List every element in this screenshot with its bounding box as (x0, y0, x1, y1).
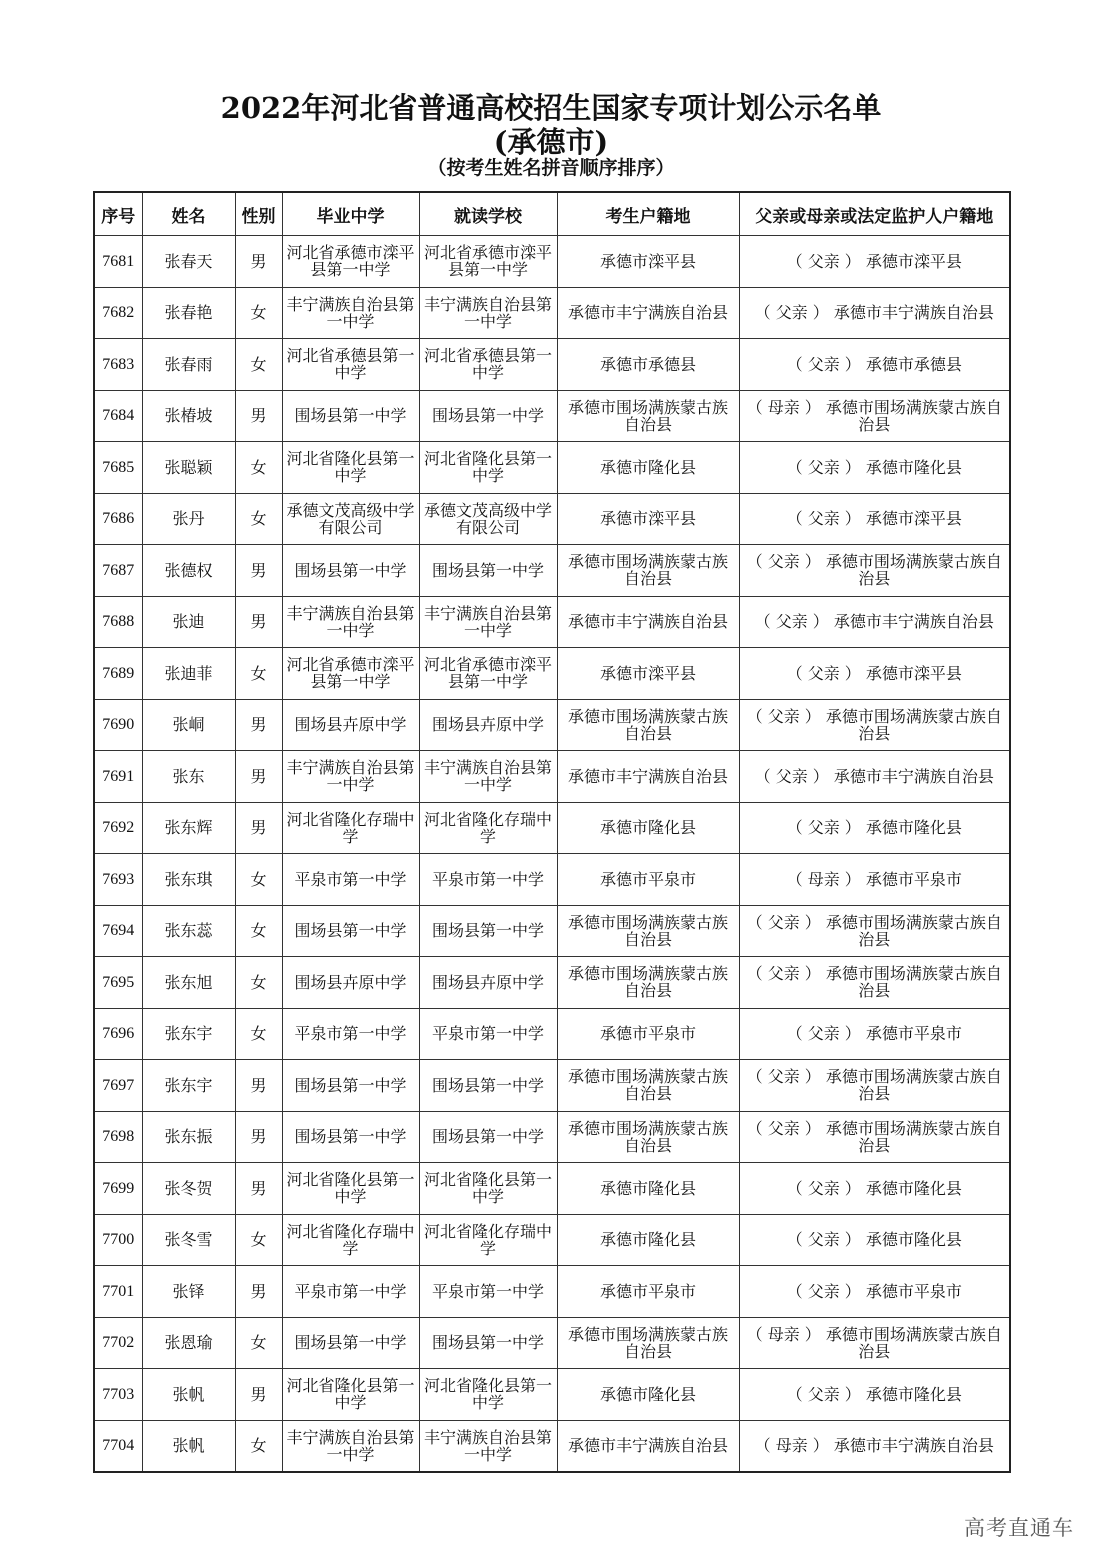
gender-cell: 女 (235, 648, 282, 700)
table-row (94, 699, 1010, 751)
table-row (94, 1163, 1010, 1215)
document-sort-note: （按考生姓名拼音顺序排序） (427, 157, 675, 179)
current-school-cell: 丰宁满族自治县第一中学 (419, 751, 557, 803)
current-school-cell: 围场县第一中学 (419, 1111, 557, 1163)
guardian-registration-cell: （ 父亲 ） 承德市围场满族蒙古族自治县 (739, 545, 1010, 597)
guardian-registration-cell: （ 父亲 ） 承德市滦平县 (739, 493, 1010, 545)
current-school-cell: 河北省承德市滦平县第一中学 (419, 236, 557, 288)
table-row (94, 1317, 1010, 1369)
current-school-cell: 河北省隆化县第一中学 (419, 442, 557, 494)
guardian-registration-cell: （ 父亲 ） 承德市围场满族蒙古族自治县 (739, 699, 1010, 751)
name-cell: 张聪颖 (142, 442, 235, 494)
guardian-registration-cell: （ 父亲 ） 承德市隆化县 (739, 802, 1010, 854)
current-school-cell: 围场县第一中学 (419, 1060, 557, 1112)
graduation-school-cell: 围场县第一中学 (282, 545, 419, 597)
gender-cell: 女 (235, 854, 282, 906)
table-row (94, 493, 1010, 545)
current-school-cell: 承德文茂高级中学有限公司 (419, 493, 557, 545)
gender-cell: 男 (235, 1266, 282, 1318)
table-row (94, 1214, 1010, 1266)
household-registration-cell: 承德市隆化县 (557, 1214, 739, 1266)
serial-cell: 7702 (94, 1317, 142, 1369)
household-registration-cell: 承德市平泉市 (557, 1266, 739, 1318)
gender-cell: 女 (235, 1214, 282, 1266)
household-registration-cell: 承德市围场满族蒙古族自治县 (557, 957, 739, 1009)
serial-cell: 7695 (94, 957, 142, 1009)
header-serial: 序号 (94, 192, 142, 236)
admission-list-table (93, 191, 1011, 1473)
gender-cell: 女 (235, 957, 282, 1009)
current-school-cell: 河北省承德县第一中学 (419, 339, 557, 391)
gender-cell: 男 (235, 1111, 282, 1163)
name-cell: 张东 (142, 751, 235, 803)
header-graduation-school: 毕业中学 (282, 192, 419, 236)
name-cell: 张丹 (142, 493, 235, 545)
graduation-school-cell: 围场县卉原中学 (282, 957, 419, 1009)
gender-cell: 男 (235, 1369, 282, 1421)
household-registration-cell: 承德市丰宁满族自治县 (557, 287, 739, 339)
graduation-school-cell: 河北省承德市滦平县第一中学 (282, 648, 419, 700)
gender-cell: 女 (235, 1008, 282, 1060)
graduation-school-cell: 河北省隆化县第一中学 (282, 1163, 419, 1215)
guardian-registration-cell: （ 父亲 ） 承德市隆化县 (739, 1214, 1010, 1266)
current-school-cell: 围场县第一中学 (419, 545, 557, 597)
guardian-registration-cell: （ 父亲 ） 承德市围场满族蒙古族自治县 (739, 1060, 1010, 1112)
household-registration-cell: 承德市隆化县 (557, 802, 739, 854)
name-cell: 张迪 (142, 596, 235, 648)
current-school-cell: 河北省隆化存瑞中学 (419, 802, 557, 854)
household-registration-cell: 承德市隆化县 (557, 1369, 739, 1421)
guardian-registration-cell: （ 父亲 ） 承德市围场满族蒙古族自治县 (739, 1111, 1010, 1163)
table-header-row (94, 192, 1010, 236)
serial-cell: 7690 (94, 699, 142, 751)
guardian-registration-cell: （ 父亲 ） 承德市围场满族蒙古族自治县 (739, 957, 1010, 1009)
name-cell: 张东琪 (142, 854, 235, 906)
gender-cell: 女 (235, 493, 282, 545)
serial-cell: 7681 (94, 236, 142, 288)
name-cell: 张铎 (142, 1266, 235, 1318)
graduation-school-cell: 河北省隆化存瑞中学 (282, 1214, 419, 1266)
household-registration-cell: 承德市丰宁满族自治县 (557, 596, 739, 648)
guardian-registration-cell: （ 父亲 ） 承德市滦平县 (739, 648, 1010, 700)
household-registration-cell: 承德市滦平县 (557, 493, 739, 545)
gender-cell: 男 (235, 699, 282, 751)
table-row (94, 1008, 1010, 1060)
serial-cell: 7683 (94, 339, 142, 391)
name-cell: 张冬雪 (142, 1214, 235, 1266)
current-school-cell: 河北省承德市滦平县第一中学 (419, 648, 557, 700)
gender-cell: 男 (235, 1060, 282, 1112)
serial-cell: 7696 (94, 1008, 142, 1060)
guardian-registration-cell: （ 父亲 ） 承德市平泉市 (739, 1266, 1010, 1318)
guardian-registration-cell: （ 父亲 ） 承德市丰宁满族自治县 (739, 287, 1010, 339)
household-registration-cell: 承德市围场满族蒙古族自治县 (557, 1317, 739, 1369)
table-row (94, 648, 1010, 700)
name-cell: 张峒 (142, 699, 235, 751)
current-school-cell: 河北省隆化县第一中学 (419, 1369, 557, 1421)
gender-cell: 女 (235, 287, 282, 339)
name-cell: 张春雨 (142, 339, 235, 391)
current-school-cell: 平泉市第一中学 (419, 1266, 557, 1318)
current-school-cell: 河北省隆化县第一中学 (419, 1163, 557, 1215)
table-row (94, 957, 1010, 1009)
name-cell: 张春艳 (142, 287, 235, 339)
serial-cell: 7693 (94, 854, 142, 906)
serial-cell: 7689 (94, 648, 142, 700)
gender-cell: 女 (235, 905, 282, 957)
serial-cell: 7701 (94, 1266, 142, 1318)
table-row (94, 751, 1010, 803)
household-registration-cell: 承德市围场满族蒙古族自治县 (557, 905, 739, 957)
serial-cell: 7699 (94, 1163, 142, 1215)
household-registration-cell: 承德市丰宁满族自治县 (557, 751, 739, 803)
graduation-school-cell: 河北省承德县第一中学 (282, 339, 419, 391)
name-cell: 张恩瑜 (142, 1317, 235, 1369)
graduation-school-cell: 围场县第一中学 (282, 390, 419, 442)
watermark-text: 高考直通车 (964, 1516, 1074, 1540)
serial-cell: 7692 (94, 802, 142, 854)
graduation-school-cell: 围场县第一中学 (282, 1317, 419, 1369)
table-body (94, 236, 1010, 1473)
serial-cell: 7700 (94, 1214, 142, 1266)
table-row (94, 1111, 1010, 1163)
table-row (94, 802, 1010, 854)
graduation-school-cell: 承德文茂高级中学有限公司 (282, 493, 419, 545)
graduation-school-cell: 丰宁满族自治县第一中学 (282, 1420, 419, 1472)
header-household-registration: 考生户籍地 (557, 192, 739, 236)
household-registration-cell: 承德市围场满族蒙古族自治县 (557, 390, 739, 442)
name-cell: 张帆 (142, 1420, 235, 1472)
document-title: 2022年河北省普通高校招生国家专项计划公示名单 (220, 91, 882, 125)
name-cell: 张迪菲 (142, 648, 235, 700)
name-cell: 张东旭 (142, 957, 235, 1009)
current-school-cell: 围场县第一中学 (419, 390, 557, 442)
current-school-cell: 河北省隆化存瑞中学 (419, 1214, 557, 1266)
table-row (94, 287, 1010, 339)
table-row (94, 236, 1010, 288)
serial-cell: 7685 (94, 442, 142, 494)
household-registration-cell: 承德市围场满族蒙古族自治县 (557, 699, 739, 751)
current-school-cell: 丰宁满族自治县第一中学 (419, 287, 557, 339)
graduation-school-cell: 平泉市第一中学 (282, 854, 419, 906)
graduation-school-cell: 围场县第一中学 (282, 1111, 419, 1163)
serial-cell: 7687 (94, 545, 142, 597)
document-subtitle-city: (承德市) (493, 125, 609, 159)
household-registration-cell: 承德市围场满族蒙古族自治县 (557, 1060, 739, 1112)
guardian-registration-cell: （ 父亲 ） 承德市平泉市 (739, 1008, 1010, 1060)
graduation-school-cell: 围场县第一中学 (282, 1060, 419, 1112)
serial-cell: 7697 (94, 1060, 142, 1112)
name-cell: 张东宇 (142, 1060, 235, 1112)
name-cell: 张东宇 (142, 1008, 235, 1060)
graduation-school-cell: 丰宁满族自治县第一中学 (282, 287, 419, 339)
gender-cell: 女 (235, 1317, 282, 1369)
household-registration-cell: 承德市平泉市 (557, 1008, 739, 1060)
current-school-cell: 平泉市第一中学 (419, 1008, 557, 1060)
serial-cell: 7698 (94, 1111, 142, 1163)
table-row (94, 339, 1010, 391)
guardian-registration-cell: （ 父亲 ） 承德市承德县 (739, 339, 1010, 391)
table-row (94, 1420, 1010, 1472)
name-cell: 张东蕊 (142, 905, 235, 957)
graduation-school-cell: 围场县卉原中学 (282, 699, 419, 751)
current-school-cell: 围场县卉原中学 (419, 957, 557, 1009)
household-registration-cell: 承德市滦平县 (557, 648, 739, 700)
current-school-cell: 平泉市第一中学 (419, 854, 557, 906)
serial-cell: 7682 (94, 287, 142, 339)
household-registration-cell: 承德市隆化县 (557, 442, 739, 494)
guardian-registration-cell: （ 父亲 ） 承德市丰宁满族自治县 (739, 751, 1010, 803)
current-school-cell: 丰宁满族自治县第一中学 (419, 1420, 557, 1472)
table-row (94, 905, 1010, 957)
gender-cell: 男 (235, 390, 282, 442)
header-current-school: 就读学校 (419, 192, 557, 236)
guardian-registration-cell: （ 母亲 ） 承德市围场满族蒙古族自治县 (739, 390, 1010, 442)
gender-cell: 男 (235, 802, 282, 854)
household-registration-cell: 承德市围场满族蒙古族自治县 (557, 1111, 739, 1163)
graduation-school-cell: 丰宁满族自治县第一中学 (282, 751, 419, 803)
name-cell: 张东振 (142, 1111, 235, 1163)
name-cell: 张冬贺 (142, 1163, 235, 1215)
household-registration-cell: 承德市滦平县 (557, 236, 739, 288)
gender-cell: 男 (235, 596, 282, 648)
name-cell: 张东辉 (142, 802, 235, 854)
gender-cell: 男 (235, 236, 282, 288)
serial-cell: 7703 (94, 1369, 142, 1421)
name-cell: 张椿坡 (142, 390, 235, 442)
gender-cell: 女 (235, 339, 282, 391)
current-school-cell: 围场县第一中学 (419, 1317, 557, 1369)
graduation-school-cell: 平泉市第一中学 (282, 1266, 419, 1318)
table-row (94, 545, 1010, 597)
graduation-school-cell: 河北省隆化县第一中学 (282, 1369, 419, 1421)
graduation-school-cell: 围场县第一中学 (282, 905, 419, 957)
header-gender: 性别 (235, 192, 282, 236)
guardian-registration-cell: （ 父亲 ） 承德市滦平县 (739, 236, 1010, 288)
current-school-cell: 围场县卉原中学 (419, 699, 557, 751)
name-cell: 张帆 (142, 1369, 235, 1421)
household-registration-cell: 承德市承德县 (557, 339, 739, 391)
household-registration-cell: 承德市围场满族蒙古族自治县 (557, 545, 739, 597)
table-row (94, 854, 1010, 906)
guardian-registration-cell: （ 母亲 ） 承德市丰宁满族自治县 (739, 1420, 1010, 1472)
header-guardian-registration: 父亲或母亲或法定监护人户籍地 (739, 192, 1010, 236)
graduation-school-cell: 河北省承德市滦平县第一中学 (282, 236, 419, 288)
gender-cell: 男 (235, 751, 282, 803)
current-school-cell: 围场县第一中学 (419, 905, 557, 957)
table-row (94, 1369, 1010, 1421)
gender-cell: 女 (235, 1420, 282, 1472)
guardian-registration-cell: （ 父亲 ） 承德市围场满族蒙古族自治县 (739, 905, 1010, 957)
serial-cell: 7688 (94, 596, 142, 648)
guardian-registration-cell: （ 父亲 ） 承德市隆化县 (739, 442, 1010, 494)
graduation-school-cell: 河北省隆化存瑞中学 (282, 802, 419, 854)
graduation-school-cell: 丰宁满族自治县第一中学 (282, 596, 419, 648)
serial-cell: 7686 (94, 493, 142, 545)
household-registration-cell: 承德市隆化县 (557, 1163, 739, 1215)
guardian-registration-cell: （ 父亲 ） 承德市隆化县 (739, 1369, 1010, 1421)
table-row (94, 1060, 1010, 1112)
table-row (94, 442, 1010, 494)
serial-cell: 7684 (94, 390, 142, 442)
guardian-registration-cell: （ 父亲 ） 承德市隆化县 (739, 1163, 1010, 1215)
serial-cell: 7691 (94, 751, 142, 803)
gender-cell: 女 (235, 442, 282, 494)
serial-cell: 7694 (94, 905, 142, 957)
guardian-registration-cell: （ 母亲 ） 承德市围场满族蒙古族自治县 (739, 1317, 1010, 1369)
gender-cell: 男 (235, 545, 282, 597)
guardian-registration-cell: （ 父亲 ） 承德市丰宁满族自治县 (739, 596, 1010, 648)
header-name: 姓名 (142, 192, 235, 236)
current-school-cell: 丰宁满族自治县第一中学 (419, 596, 557, 648)
graduation-school-cell: 平泉市第一中学 (282, 1008, 419, 1060)
guardian-registration-cell: （ 母亲 ） 承德市平泉市 (739, 854, 1010, 906)
gender-cell: 男 (235, 1163, 282, 1215)
serial-cell: 7704 (94, 1420, 142, 1472)
name-cell: 张德权 (142, 545, 235, 597)
table-row (94, 1266, 1010, 1318)
name-cell: 张春天 (142, 236, 235, 288)
household-registration-cell: 承德市丰宁满族自治县 (557, 1420, 739, 1472)
table-row (94, 390, 1010, 442)
household-registration-cell: 承德市平泉市 (557, 854, 739, 906)
table-row (94, 596, 1010, 648)
graduation-school-cell: 河北省隆化县第一中学 (282, 442, 419, 494)
